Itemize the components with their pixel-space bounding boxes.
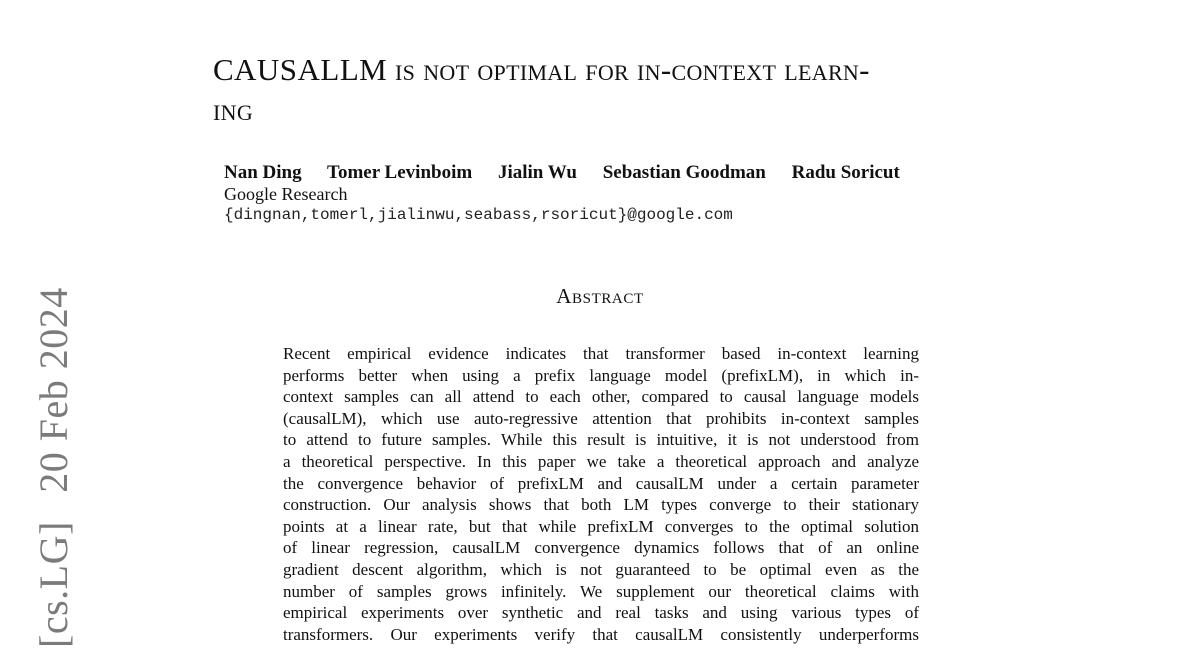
author-list — [224, 162, 900, 184]
arxiv-category: [cs.LG] — [31, 521, 76, 648]
title-first-rest: AUSAL — [233, 52, 340, 87]
abstract-line: a theoretical perspective. In this paper we take a theoretical approach and analyze — [283, 451, 919, 471]
abstract-line: number of samples grows infinitely. We supplement our theoretical claims with — [283, 581, 919, 601]
abstract-line: (causalLM), which use auto-regressive attention that prohibits in-context samples — [283, 408, 919, 428]
abstract-line: Recent empirical evidence indicates that transformer based in-context learning — [283, 344, 919, 363]
author-emails: {dingnan,tomerl,jialinwu,seabass,rsoricut}@google.com — [224, 206, 733, 224]
abstract-line: empirical experiments over synthetic and real tasks and using various types of — [283, 603, 919, 623]
abstract-line: transformers. Our experiments verify that causalLM consistently underperforms — [283, 624, 919, 644]
title-rest: is not optimal for in-context learn- — [386, 52, 870, 87]
paper-title — [213, 50, 1013, 130]
title-lm: LM — [339, 52, 387, 87]
author-name: Tomer Levinboim — [327, 162, 473, 183]
abstract-line: of linear regression, causalLM convergence dynamics follows that of an online — [283, 538, 919, 558]
abstract-line: construction. Our analysis shows that both LM types converge to their stationary — [283, 495, 919, 515]
arxiv-stamp — [30, 287, 77, 648]
abstract-line: points at a linear rate, but that while prefixLM converges to the optimal solution — [283, 516, 919, 536]
author-name: Radu Soricut — [791, 162, 900, 183]
abstract-body — [283, 343, 919, 645]
title-first-cap: C — [213, 52, 234, 87]
abstract-line: gradient descent algorithm, which is not guaranteed to be optimal even as the — [283, 559, 919, 579]
affiliation: Google Research — [224, 184, 348, 204]
title-line-2: ing — [213, 92, 254, 127]
abstract-line: to attend to future samples. While this result is intuitive, it is not understood from — [283, 430, 919, 450]
author-name: Nan Ding — [224, 162, 302, 183]
abstract-line: performs better when using a prefix language model (prefixLM), in which in- — [283, 365, 919, 385]
abstract-line: context samples can all attend to each other, compared to causal language models — [283, 387, 919, 407]
title-line-1 — [213, 50, 1013, 90]
author-name: Jialin Wu — [497, 162, 577, 183]
arxiv-date: 20 Feb 2024 — [31, 287, 76, 493]
abstract-line: the convergence behavior of prefixLM and causalLM under a certain parameter — [283, 473, 919, 493]
abstract-heading: Abstract — [556, 284, 644, 308]
author-name: Sebastian Goodman — [602, 162, 766, 183]
